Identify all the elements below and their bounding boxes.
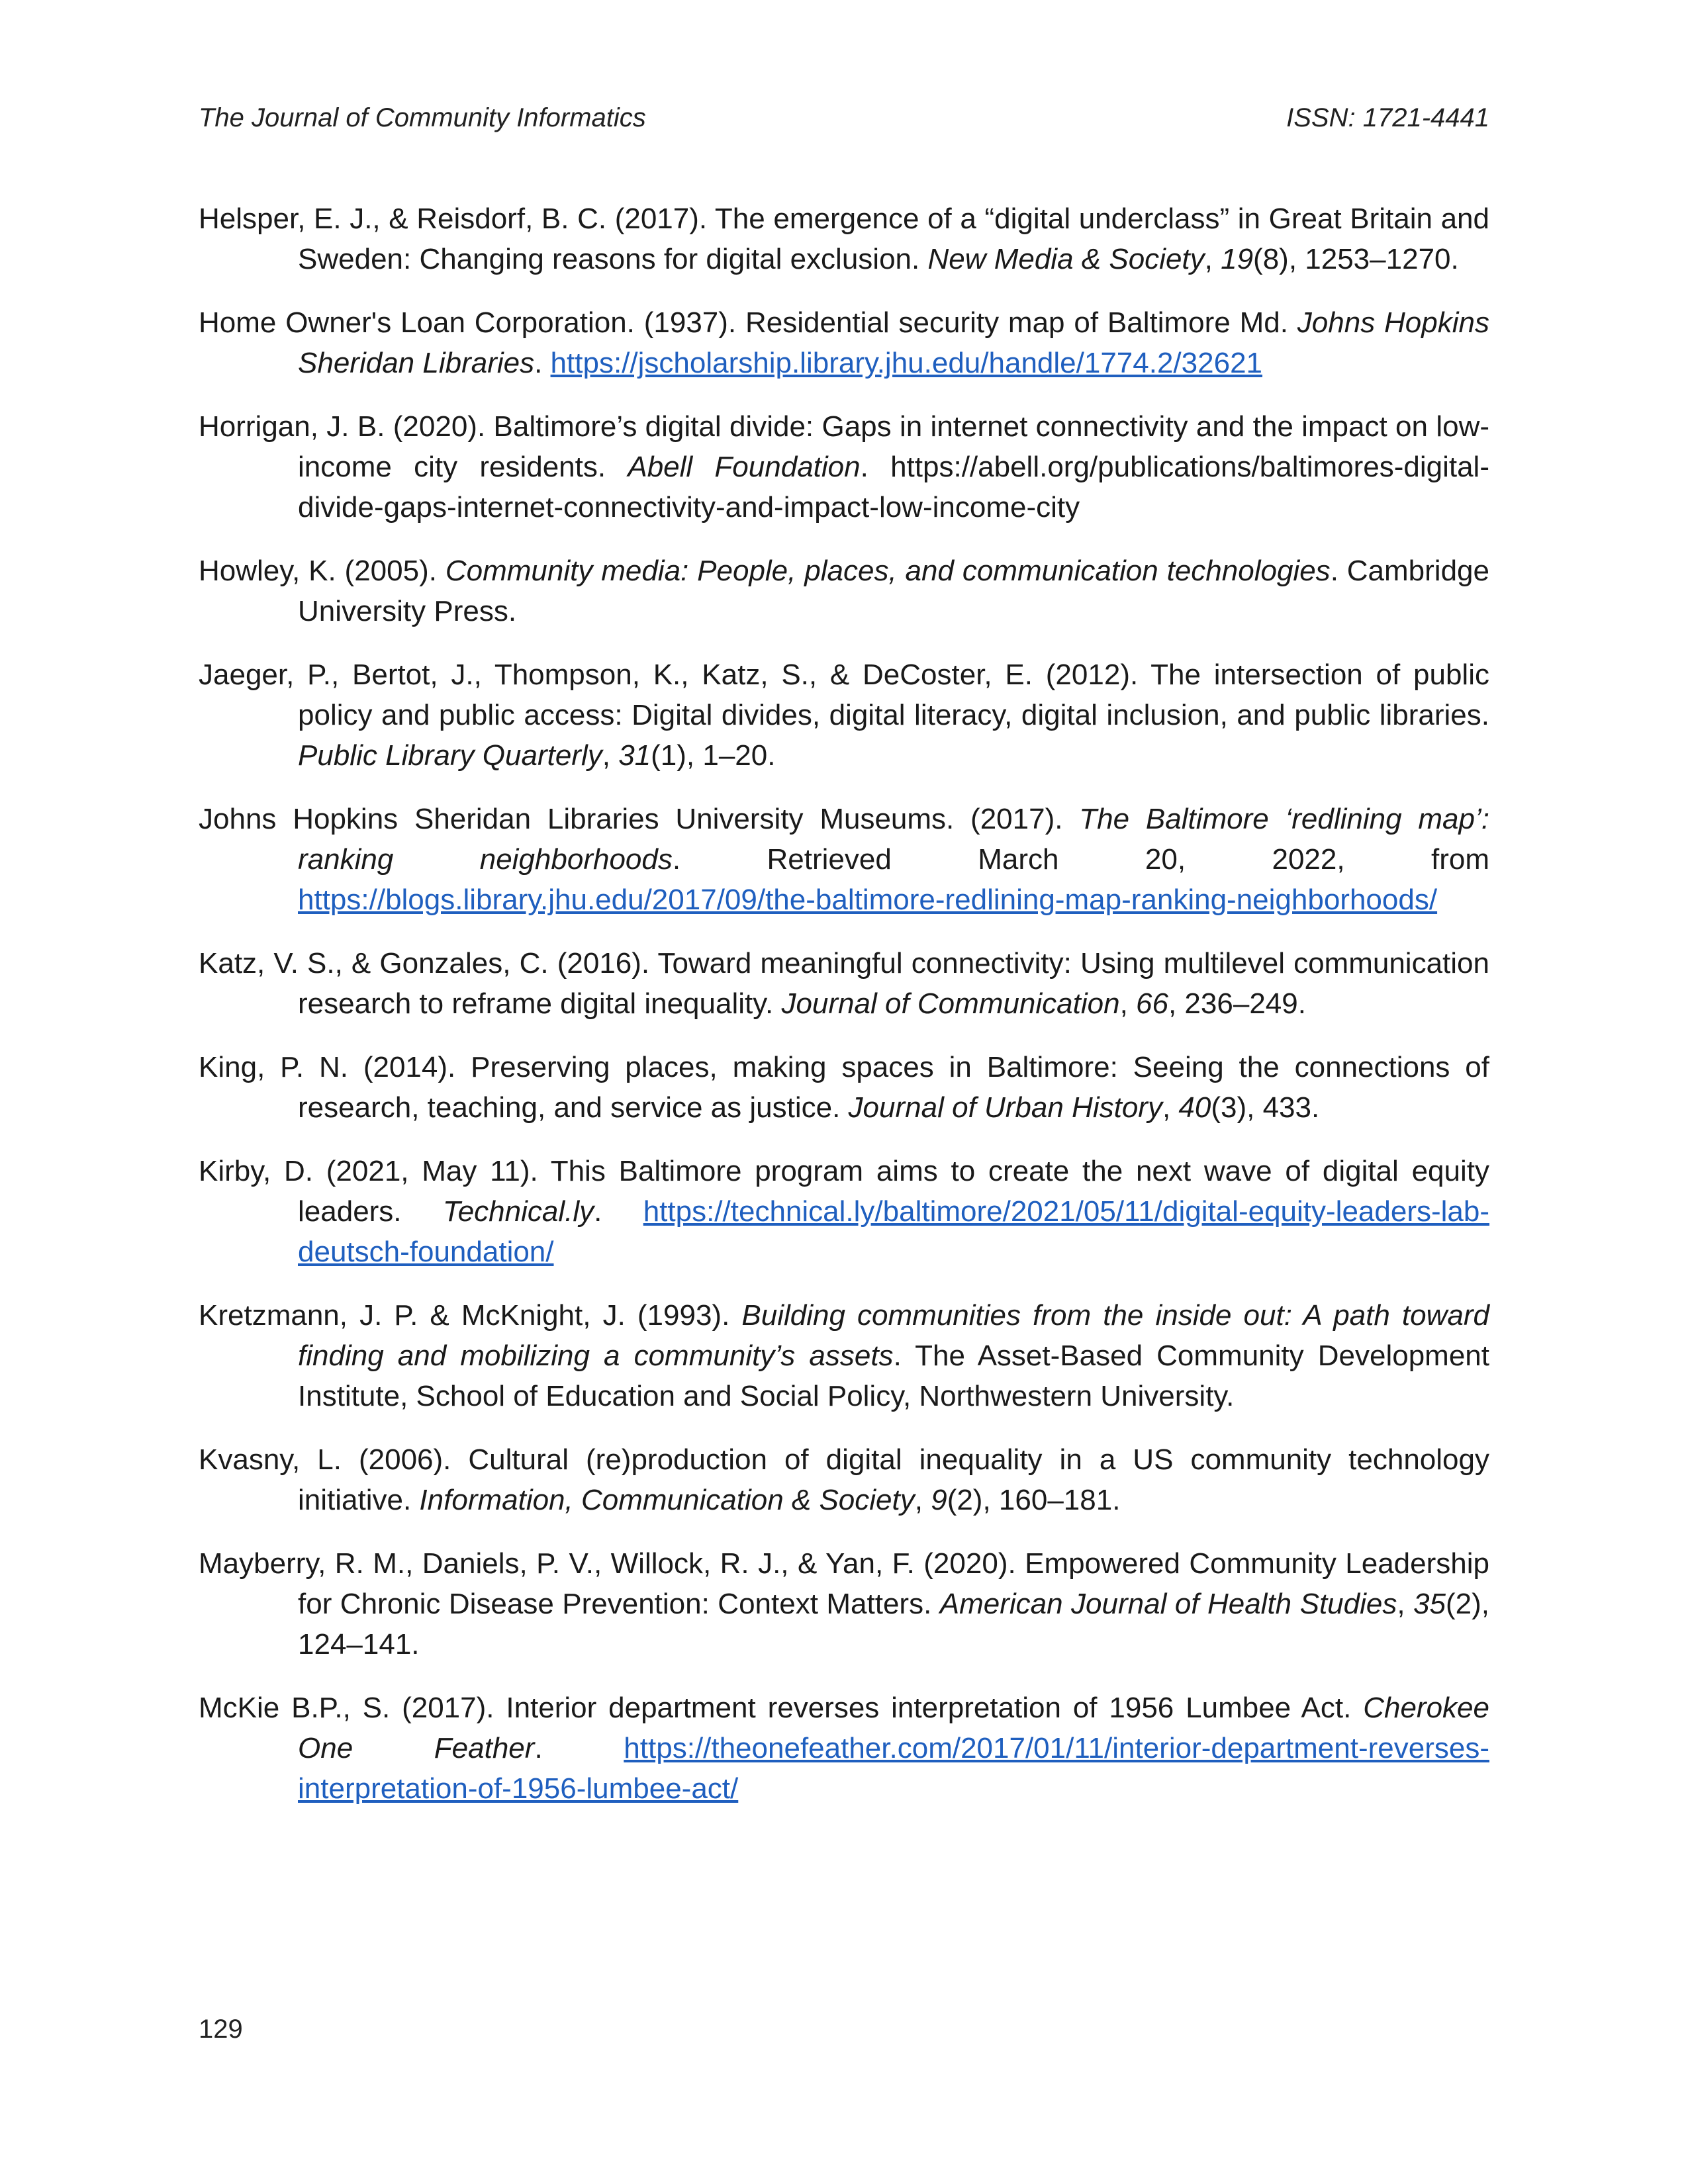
reference-entry: Home Owner's Loan Corporation. (1937). Residential security map of Baltimore Md. Johns Hopkins Sheridan Libraries. https://jscholarship.library.jhu.edu/handle/1774.2/32621 xyxy=(199,306,1489,379)
journal-title: The Journal of Community Informatics xyxy=(199,103,646,132)
source-title: Community media: People, places, and communication technologies xyxy=(445,555,1331,587)
volume: 66 xyxy=(1136,987,1168,1020)
running-header xyxy=(199,101,1489,135)
source-title: The Baltimore ‘redlining map’: ranking neighborhoods xyxy=(298,803,1489,876)
source-title: Abell Foundation xyxy=(628,451,861,483)
issn: ISSN: 1721-4441 xyxy=(1286,103,1489,132)
source-title: Technical.ly xyxy=(442,1195,594,1228)
source-title: Building communities from the inside out: A path toward finding and mobilizing a community’s assets xyxy=(298,1299,1489,1372)
volume: 31 xyxy=(618,739,651,772)
reference-link[interactable]: https://jscholarship.library.jhu.edu/handle/1774.2/32621 xyxy=(550,347,1263,379)
reference-link[interactable]: https://blogs.library.jhu.edu/2017/09/the-baltimore-redlining-map-ranking-neighborhoods/ xyxy=(298,884,1438,916)
reference-entry: Mayberry, R. M., Daniels, P. V., Willock, R. J., & Yan, F. (2020). Empowered Community Leadership for Chronic Disease Prevention: Context Matters. American Journal of Health Studies, 35(2), 124–141. xyxy=(199,1547,1489,1661)
source-title: Public Library Quarterly xyxy=(298,739,602,772)
reference-link[interactable]: https://technical.ly/baltimore/2021/05/11/digital-equity-leaders-lab-deutsch-foundation/ xyxy=(298,1195,1490,1268)
reference-entry: McKie B.P., S. (2017). Interior department reverses interpretation of 1956 Lumbee Act. Cherokee One Feather. https://theonefeather.com/2017/01/11/interior-department-reverses-interpretation-of-1956-lumbee-act/ xyxy=(199,1692,1489,1805)
reference-entry: King, P. N. (2014). Preserving places, making spaces in Baltimore: Seeing the connections of research, teaching, and service as justice. Journal of Urban History, 40(3), 433. xyxy=(199,1051,1489,1124)
volume: 19 xyxy=(1221,243,1254,275)
reference-entry: Helsper, E. J., & Reisdorf, B. C. (2017). The emergence of a “digital underclass” in Great Britain and Sweden: Changing reasons for digital exclusion. New Media & Society, 19(8), 1253–1270. xyxy=(199,203,1489,275)
source-title: American Journal of Health Studies xyxy=(939,1588,1397,1620)
volume: 35 xyxy=(1413,1588,1446,1620)
source-title: Cherokee One Feather xyxy=(298,1692,1489,1764)
reference-list xyxy=(199,199,1489,1832)
reference-entry: Katz, V. S., & Gonzales, C. (2016). Toward meaningful connectivity: Using multilevel communication research to reframe digital inequality. Journal of Communication, 66, 236–249. xyxy=(199,947,1489,1020)
source-title: Information, Communication & Society xyxy=(419,1484,915,1516)
volume: 9 xyxy=(931,1484,947,1516)
reference-entry: Kirby, D. (2021, May 11). This Baltimore program aims to create the next wave of digital equity leaders. Technical.ly. https://technical.ly/baltimore/2021/05/11/digital-equity-leaders-lab-deutsch-foundation/ xyxy=(199,1155,1490,1268)
reference-entry: Kvasny, L. (2006). Cultural (re)production of digital inequality in a US community technology initiative. Information, Communication & Society, 9(2), 160–181. xyxy=(199,1443,1489,1516)
reference-entry: Horrigan, J. B. (2020). Baltimore’s digital divide: Gaps in internet connectivity and the impact on low-income city residents. Abell Foundation. https://abell.org/publications/baltimores-digital-divide-gaps-internet-connectivity-and-impact-low-income-city xyxy=(199,410,1489,523)
source-title: Journal of Communication xyxy=(781,987,1120,1020)
reference-entry: Jaeger, P., Bertot, J., Thompson, K., Katz, S., & DeCoster, E. (2012). The intersection of public policy and public access: Digital divides, digital literacy, digital inclusion, and public libraries. Public Library Quarterly, 31(1), 1–20. xyxy=(199,659,1489,772)
source-title: New Media & Society xyxy=(927,243,1205,275)
reference-link[interactable]: https://theonefeather.com/2017/01/11/interior-department-reverses-interpretation-of-1956-lumbee-act/ xyxy=(298,1732,1489,1805)
reference-entry: Kretzmann, J. P. & McKnight, J. (1993). Building communities from the inside out: A path toward finding and mobilizing a community’s assets. The Asset-Based Community Development Institute, School of Education and Social Policy, Northwestern University. xyxy=(199,1299,1489,1412)
source-title: Johns Hopkins Sheridan Libraries xyxy=(298,306,1489,379)
volume: 40 xyxy=(1178,1091,1211,1124)
reference-entry: Howley, K. (2005). Community media: People, places, and communication technologies. Cambridge University Press. xyxy=(199,555,1489,627)
source-title: Journal of Urban History xyxy=(848,1091,1162,1124)
reference-entry: Johns Hopkins Sheridan Libraries University Museums. (2017). The Baltimore ‘redlining map’: ranking neighborhoods. Retrieved March 20, 2022, from https://blogs.library.jhu.edu/2017/09/the-baltimore-redlining-map-ranking-neighborhoods/ xyxy=(199,803,1490,916)
page-number: 129 xyxy=(199,2015,243,2044)
